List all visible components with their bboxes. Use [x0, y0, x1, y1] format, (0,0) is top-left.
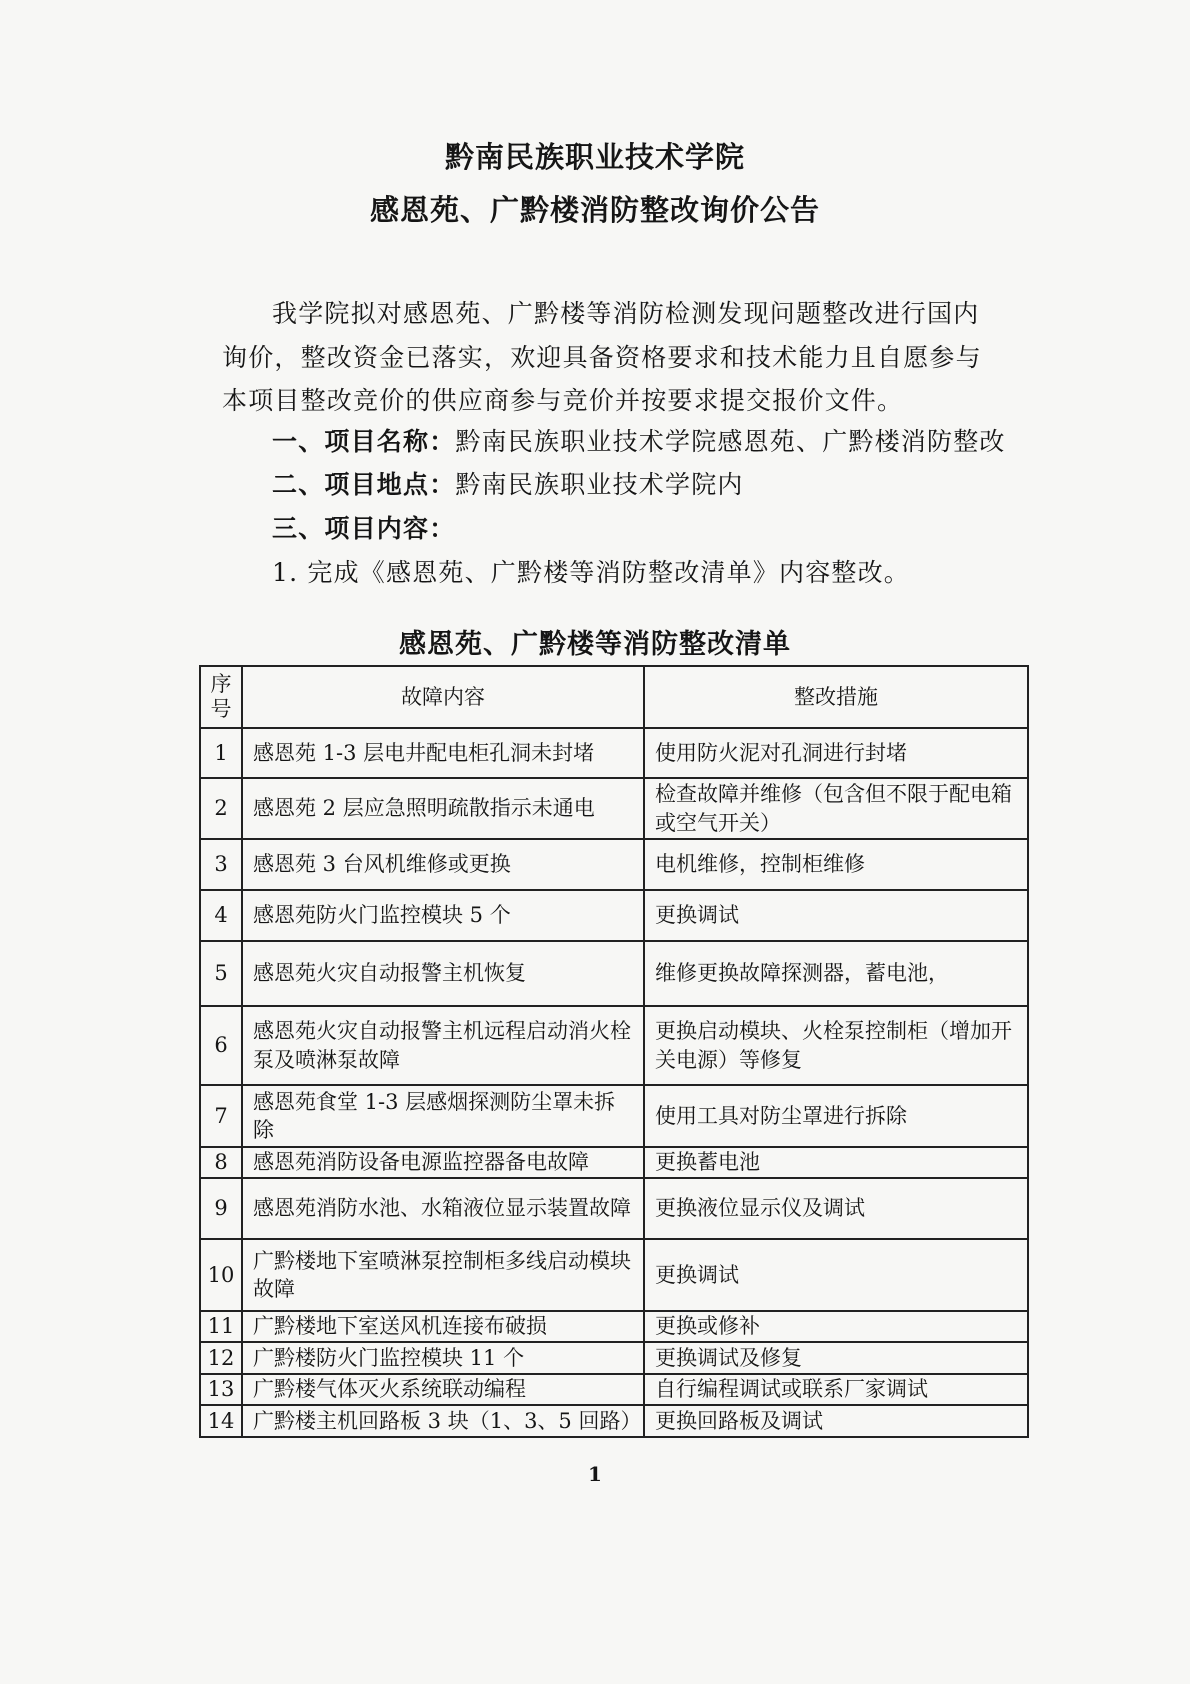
content-line: 1. 完成《感恩苑、广黔楼等消防整改清单》内容整改。: [272, 558, 911, 587]
row-number: 4: [200, 890, 242, 941]
header-fix: 整改措施: [644, 666, 1028, 728]
fault-cell: 感恩苑消防水池、水箱液位显示装置故障: [242, 1178, 644, 1239]
item-label: 二、项目地点：: [272, 470, 456, 499]
table-row: [200, 941, 1028, 1006]
fix-cell: 维修更换故障探测器，蓄电池，: [644, 941, 1028, 1006]
header-no: 序号: [200, 666, 242, 728]
fix-cell: 更换蓄电池: [644, 1147, 1028, 1178]
row-number: 3: [200, 839, 242, 890]
item-label: 一、项目名称：: [272, 427, 456, 456]
row-number: 2: [200, 778, 242, 839]
fault-cell: 广黔楼气体灭火系统联动编程: [242, 1374, 644, 1405]
table-title: 感恩苑、广黔楼等消防整改清单: [399, 629, 791, 660]
row-number: 7: [200, 1085, 242, 1147]
fault-cell: 广黔楼防火门监控模块 11 个: [242, 1342, 644, 1374]
item-project-location: [272, 465, 744, 501]
fix-cell: 更换液位显示仪及调试: [644, 1178, 1028, 1239]
fault-cell: 感恩苑火灾自动报警主机远程启动消火栓泵及喷淋泵故障: [242, 1006, 644, 1085]
fix-cell: 使用工具对防尘罩进行拆除: [644, 1085, 1028, 1147]
fix-cell: 更换调试及修复: [644, 1342, 1028, 1374]
row-number: 1: [200, 728, 242, 778]
row-number: 8: [200, 1147, 242, 1178]
document-subtitle: 感恩苑、广黔楼消防整改询价公告: [369, 193, 820, 227]
table-row: [200, 1342, 1028, 1374]
fault-cell: 广黔楼地下室送风机连接布破损: [242, 1311, 644, 1342]
item-value: 黔南民族职业技术学院内: [455, 470, 744, 499]
row-number: 6: [200, 1006, 242, 1085]
fix-cell: 自行编程调试或联系厂家调试: [644, 1374, 1028, 1405]
table-row: [200, 1006, 1028, 1085]
row-number: 13: [200, 1374, 242, 1405]
fix-cell: 更换回路板及调试: [644, 1405, 1028, 1437]
table-header-row: [200, 666, 1028, 728]
fault-cell: 感恩苑食堂 1-3 层感烟探测防尘罩未拆除: [242, 1085, 644, 1147]
item-project-name: [272, 422, 1006, 458]
item-project-content: [272, 509, 455, 545]
row-number: 14: [200, 1405, 242, 1437]
row-number: 10: [200, 1239, 242, 1311]
row-number: 9: [200, 1178, 242, 1239]
fault-cell: 感恩苑消防设备电源监控器备电故障: [242, 1147, 644, 1178]
fault-cell: 感恩苑防火门监控模块 5 个: [242, 890, 644, 941]
table-row: [200, 728, 1028, 778]
fault-cell: 感恩苑 1-3 层电井配电柜孔洞未封堵: [242, 728, 644, 778]
table-row: [200, 1405, 1028, 1437]
fix-cell: 更换调试: [644, 1239, 1028, 1311]
fault-cell: 广黔楼地下室喷淋泵控制柜多线启动模块故障: [242, 1239, 644, 1311]
fault-cell: 感恩苑 2 层应急照明疏散指示未通电: [242, 778, 644, 839]
document-title: 黔南民族职业技术学院: [444, 140, 745, 174]
intro-paragraph: 我学院拟对感恩苑、广黔楼等消防检测发现问题整改进行国内询价，整改资金已落实，欢迎具备资格要求和技术能力且自愿参与本项目整改竞价的供应商参与竞价并按要求提交报价文件。: [222, 299, 982, 415]
fix-cell: 更换启动模块、火栓泵控制柜（增加开关电源）等修复: [644, 1006, 1028, 1085]
fault-cell: 感恩苑 3 台风机维修或更换: [242, 839, 644, 890]
rectification-table: [199, 665, 1029, 1438]
item-label: 三、项目内容：: [272, 514, 456, 543]
row-number: 12: [200, 1342, 242, 1374]
table-row: [200, 1085, 1028, 1147]
table-row: [200, 839, 1028, 890]
item-value: 黔南民族职业技术学院感恩苑、广黔楼消防整改: [455, 427, 1006, 456]
table-row: [200, 1178, 1028, 1239]
header-fault: 故障内容: [242, 666, 644, 728]
fix-cell: 检查故障并维修（包含但不限于配电箱或空气开关）: [644, 778, 1028, 839]
fix-cell: 电机维修，控制柜维修: [644, 839, 1028, 890]
table-row: [200, 778, 1028, 839]
table-row: [200, 1311, 1028, 1342]
fault-cell: 感恩苑火灾自动报警主机恢复: [242, 941, 644, 1006]
fix-cell: 更换调试: [644, 890, 1028, 941]
row-number: 5: [200, 941, 242, 1006]
fault-cell: 广黔楼主机回路板 3 块（1、3、5 回路）: [242, 1405, 644, 1437]
table-row: [200, 1147, 1028, 1178]
fix-cell: 使用防火泥对孔洞进行封堵: [644, 728, 1028, 778]
page-number: 1: [588, 1462, 602, 1486]
table-row: [200, 890, 1028, 941]
row-number: 11: [200, 1311, 242, 1342]
table-row: [200, 1374, 1028, 1405]
table-row: [200, 1239, 1028, 1311]
fix-cell: 更换或修补: [644, 1311, 1028, 1342]
